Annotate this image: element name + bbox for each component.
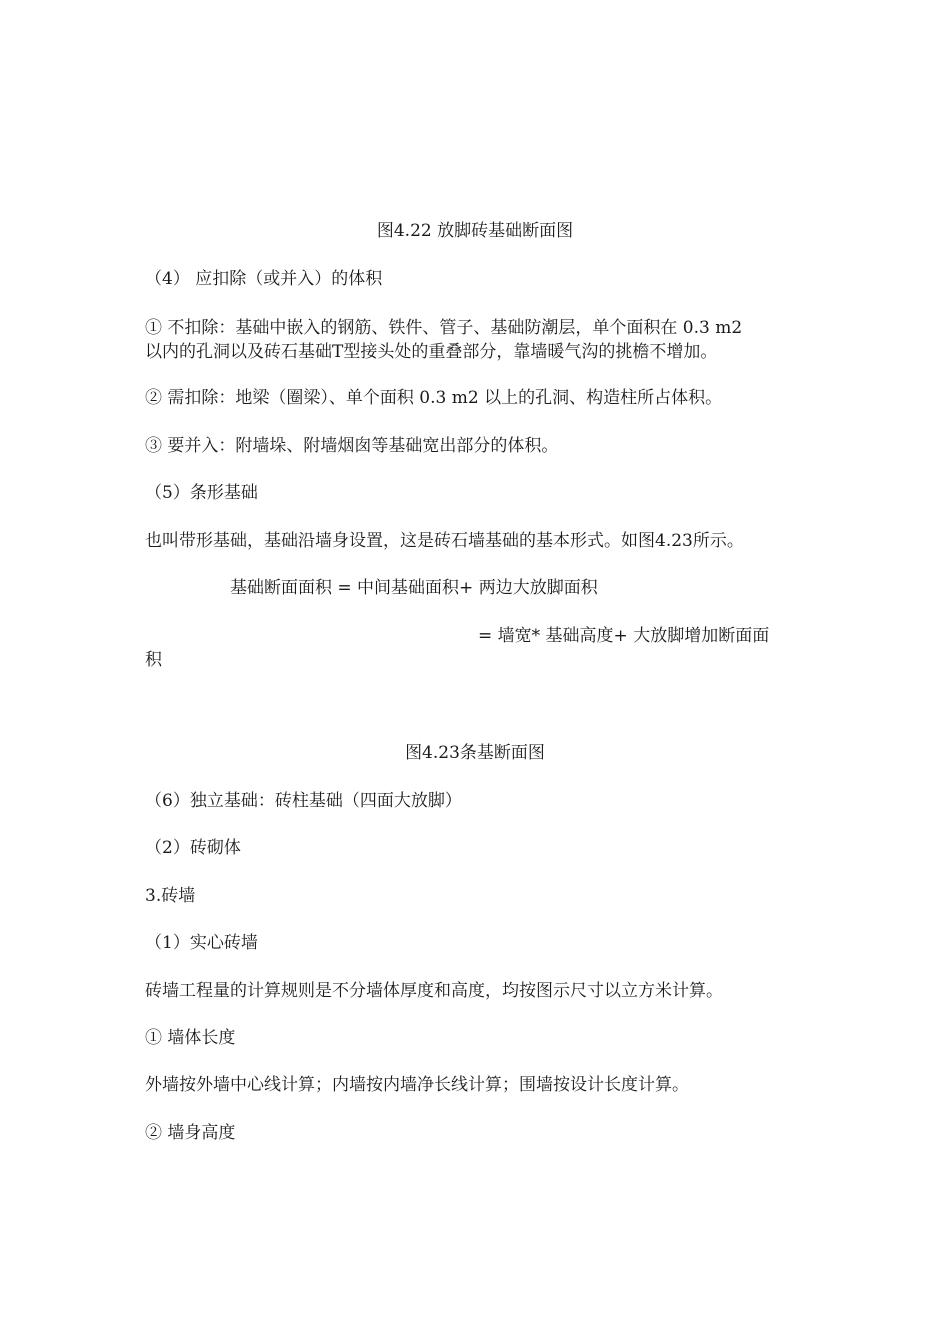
section-4-item-1-line-2: 以内的孔洞以及砖石基础T型接头处的重叠部分，靠墙暖气沟的挑檐不增加。	[145, 342, 718, 362]
figure-4-23-caption: 图4.23条基断面图	[405, 743, 545, 763]
subsection-3-1-heading: （1）实心砖墙	[145, 933, 258, 953]
formula-line-3: 积	[145, 650, 162, 670]
section-5-heading: （5）条形基础	[145, 483, 258, 503]
figure-4-22-caption: 图4.22 放脚砖基础断面图	[376, 221, 574, 241]
formula-line-2: = 墙宽* 基础高度+ 大放脚增加断面面	[478, 626, 770, 646]
section-4-item-2: ② 需扣除：地梁（圈梁）、单个面积 0.3 m2 以上的孔洞、构造柱所占体积。	[145, 388, 723, 408]
wall-length-description: 外墙按外墙中心线计算；内墙按内墙净长线计算；围墙按设计长度计算。	[145, 1075, 689, 1095]
section-6-heading: （6）独立基础：砖柱基础（四面大放脚）	[145, 791, 462, 811]
subsection-3-heading: 3.砖墙	[145, 886, 196, 906]
section-4-heading: （4） 应扣除（或并入）的体积	[145, 269, 383, 289]
section-5-description: 也叫带形基础，基础沿墙身设置，这是砖石墙基础的基本形式。如图4.23所示。	[145, 531, 744, 551]
part-2-heading: （2）砖砌体	[145, 838, 241, 858]
wall-length-heading: ① 墙体长度	[145, 1028, 236, 1048]
wall-height-heading: ② 墙身高度	[145, 1123, 236, 1143]
section-4-item-3: ③ 要并入：附墙垛、附墙烟囱等基础宽出部分的体积。	[145, 436, 559, 456]
formula-line-1: 基础断面面积 = 中间基础面积+ 两边大放脚面积	[230, 578, 598, 598]
subsection-3-1-description: 砖墙工程量的计算规则是不分墙体厚度和高度，均按图示尺寸以立方米计算。	[145, 981, 723, 1001]
section-4-item-1-line-1: ① 不扣除：基础中嵌入的钢筋、铁件、管子、基础防潮层，单个面积在 0.3 m2	[145, 318, 743, 338]
